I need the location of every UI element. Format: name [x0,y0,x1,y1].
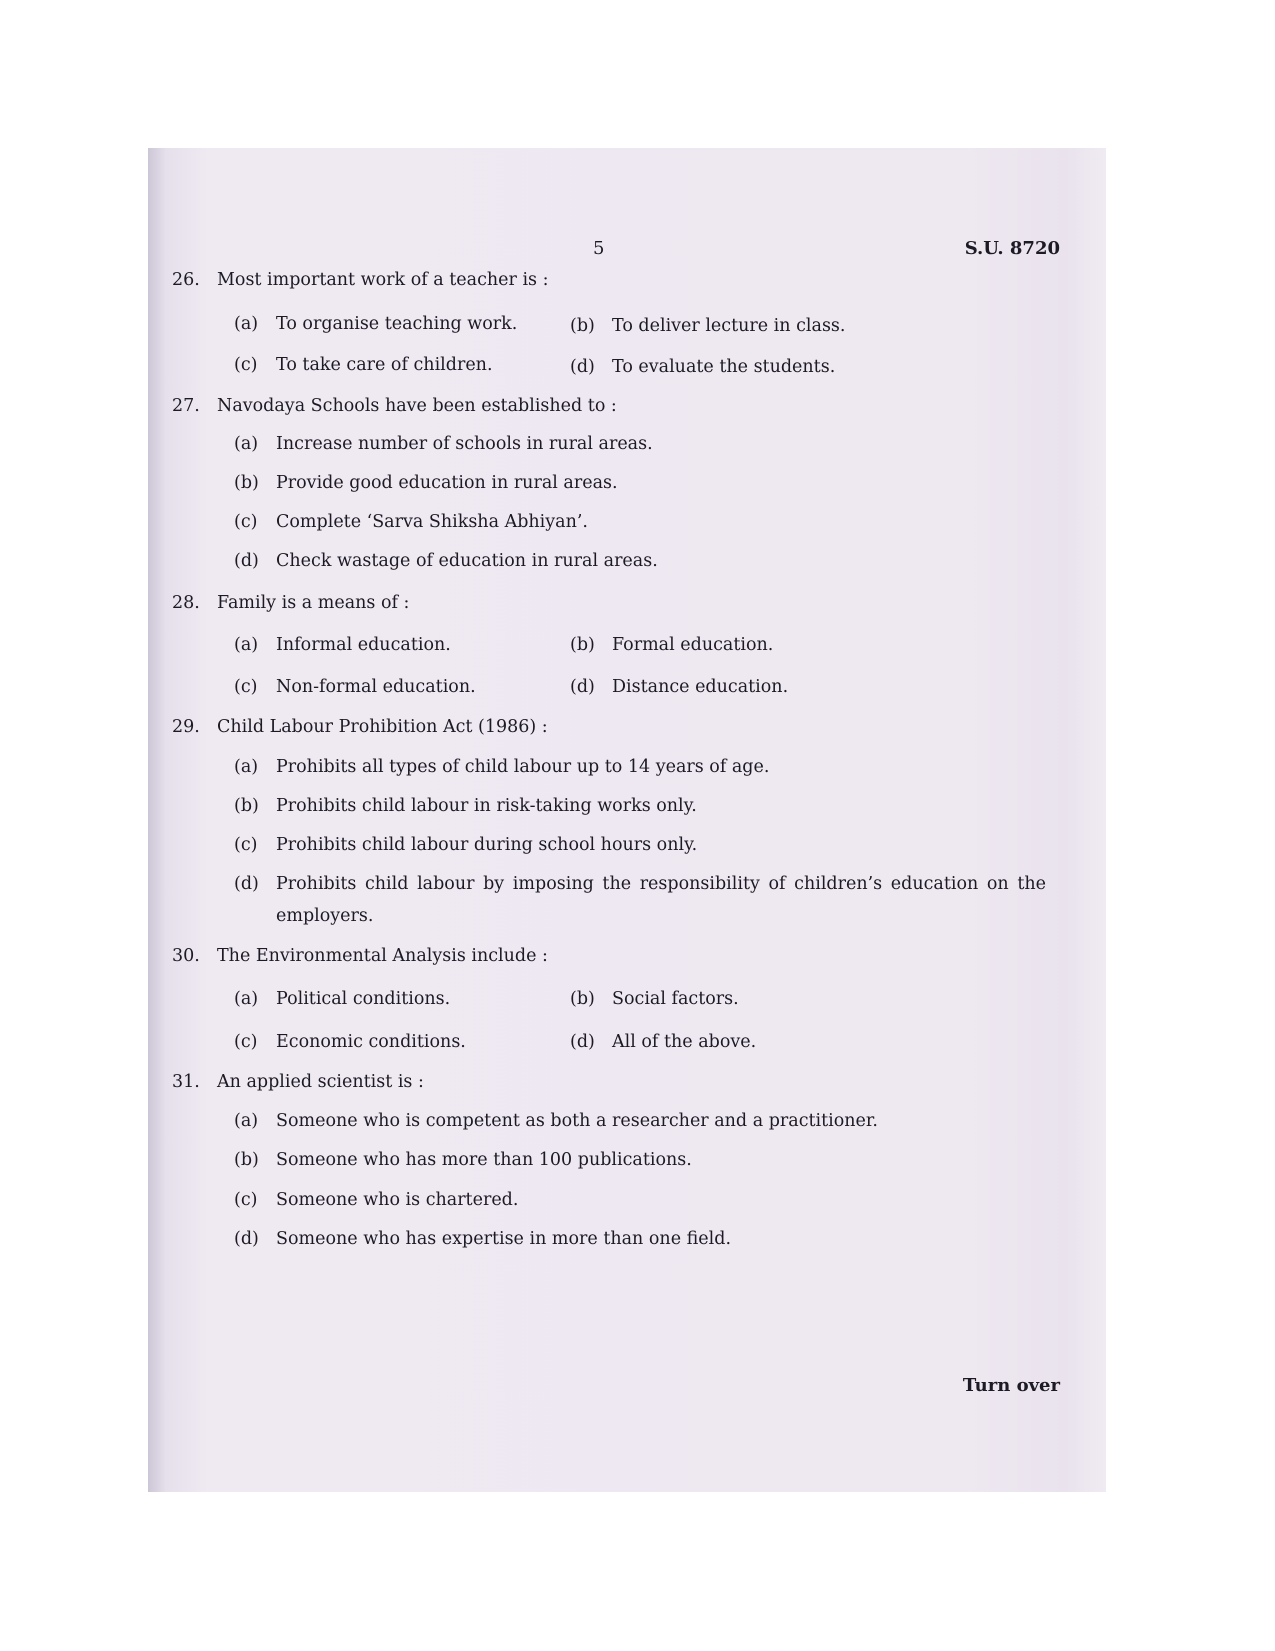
option-text: Someone who has more than 100 publications. [276,1150,692,1170]
option-label: (d) [570,677,595,697]
option-label: (c) [234,835,258,855]
question-text: Child Labour Prohibition Act (1986) : [217,717,548,737]
option-label: (b) [234,796,259,816]
question-number: 31. [172,1072,200,1092]
question-text: Navodaya Schools have been established to : [217,396,617,416]
option-text: To take care of children. [276,355,493,375]
option-text: Someone who is chartered. [276,1190,519,1210]
option-label: (a) [234,635,259,655]
option-text: Social factors. [612,989,739,1009]
option-label: (d) [234,551,259,571]
option-label: (c) [234,677,258,697]
option-label: (a) [234,989,259,1009]
option-label: (d) [570,1032,595,1052]
option-text: Someone who has expertise in more than one field. [276,1229,732,1249]
question-text: An applied scientist is : [217,1072,424,1092]
option-label: (d) [234,1229,259,1249]
option-label: (a) [234,314,259,334]
option-text: Prohibits all types of child labour up to 14 years of age. [276,757,770,777]
question-number: 26. [172,270,200,290]
option-text: Economic conditions. [276,1032,466,1052]
option-text: All of the above. [612,1032,757,1052]
option-label: (b) [570,989,595,1009]
option-label: (d) [570,357,595,377]
option-text: Increase number of schools in rural areas. [276,434,653,454]
page-number: 5 [593,238,605,259]
option-text: Non-formal education. [276,677,476,697]
option-label: (a) [234,1111,259,1131]
option-text: Prohibits child labour by imposing the responsibility of children’s education on the employers. [276,874,1046,926]
question-number: 27. [172,396,200,416]
option-label: (c) [234,1032,258,1052]
option-label: (c) [234,355,258,375]
question-number: 29. [172,717,200,737]
option-label: (b) [570,316,595,336]
option-label: (b) [570,635,595,655]
paper-code: S.U. 8720 [964,238,1060,259]
scanned-page [148,148,1106,1492]
option-text: Political conditions. [276,989,451,1009]
question-text: The Environmental Analysis include : [217,946,548,966]
option-label: (a) [234,757,259,777]
option-text: Provide good education in rural areas. [276,473,618,493]
option-label: (b) [234,1150,259,1170]
option-text: To evaluate the students. [612,357,836,377]
option-label: (c) [234,1190,258,1210]
option-label: (d) [234,874,259,894]
question-number: 28. [172,593,200,613]
option-text: Complete ‘Sarva Shiksha Abhiyan’. [276,512,588,532]
option-text: Prohibits child labour during school hours only. [276,835,698,855]
option-text: Distance education. [612,677,789,697]
option-text: Someone who is competent as both a researcher and a practitioner. [276,1111,878,1131]
question-text: Most important work of a teacher is : [217,270,549,290]
option-text: Informal education. [276,635,451,655]
option-label: (c) [234,512,258,532]
option-text: To deliver lecture in class. [612,316,846,336]
question-number: 30. [172,946,200,966]
question-text: Family is a means of : [217,593,410,613]
option-label: (a) [234,434,259,454]
option-text: Prohibits child labour in risk-taking works only. [276,796,697,816]
option-text: To organise teaching work. [276,314,518,334]
turn-over-note: Turn over [962,1375,1060,1396]
option-text: Formal education. [612,635,774,655]
option-label: (b) [234,473,259,493]
option-text: Check wastage of education in rural areas. [276,551,658,571]
